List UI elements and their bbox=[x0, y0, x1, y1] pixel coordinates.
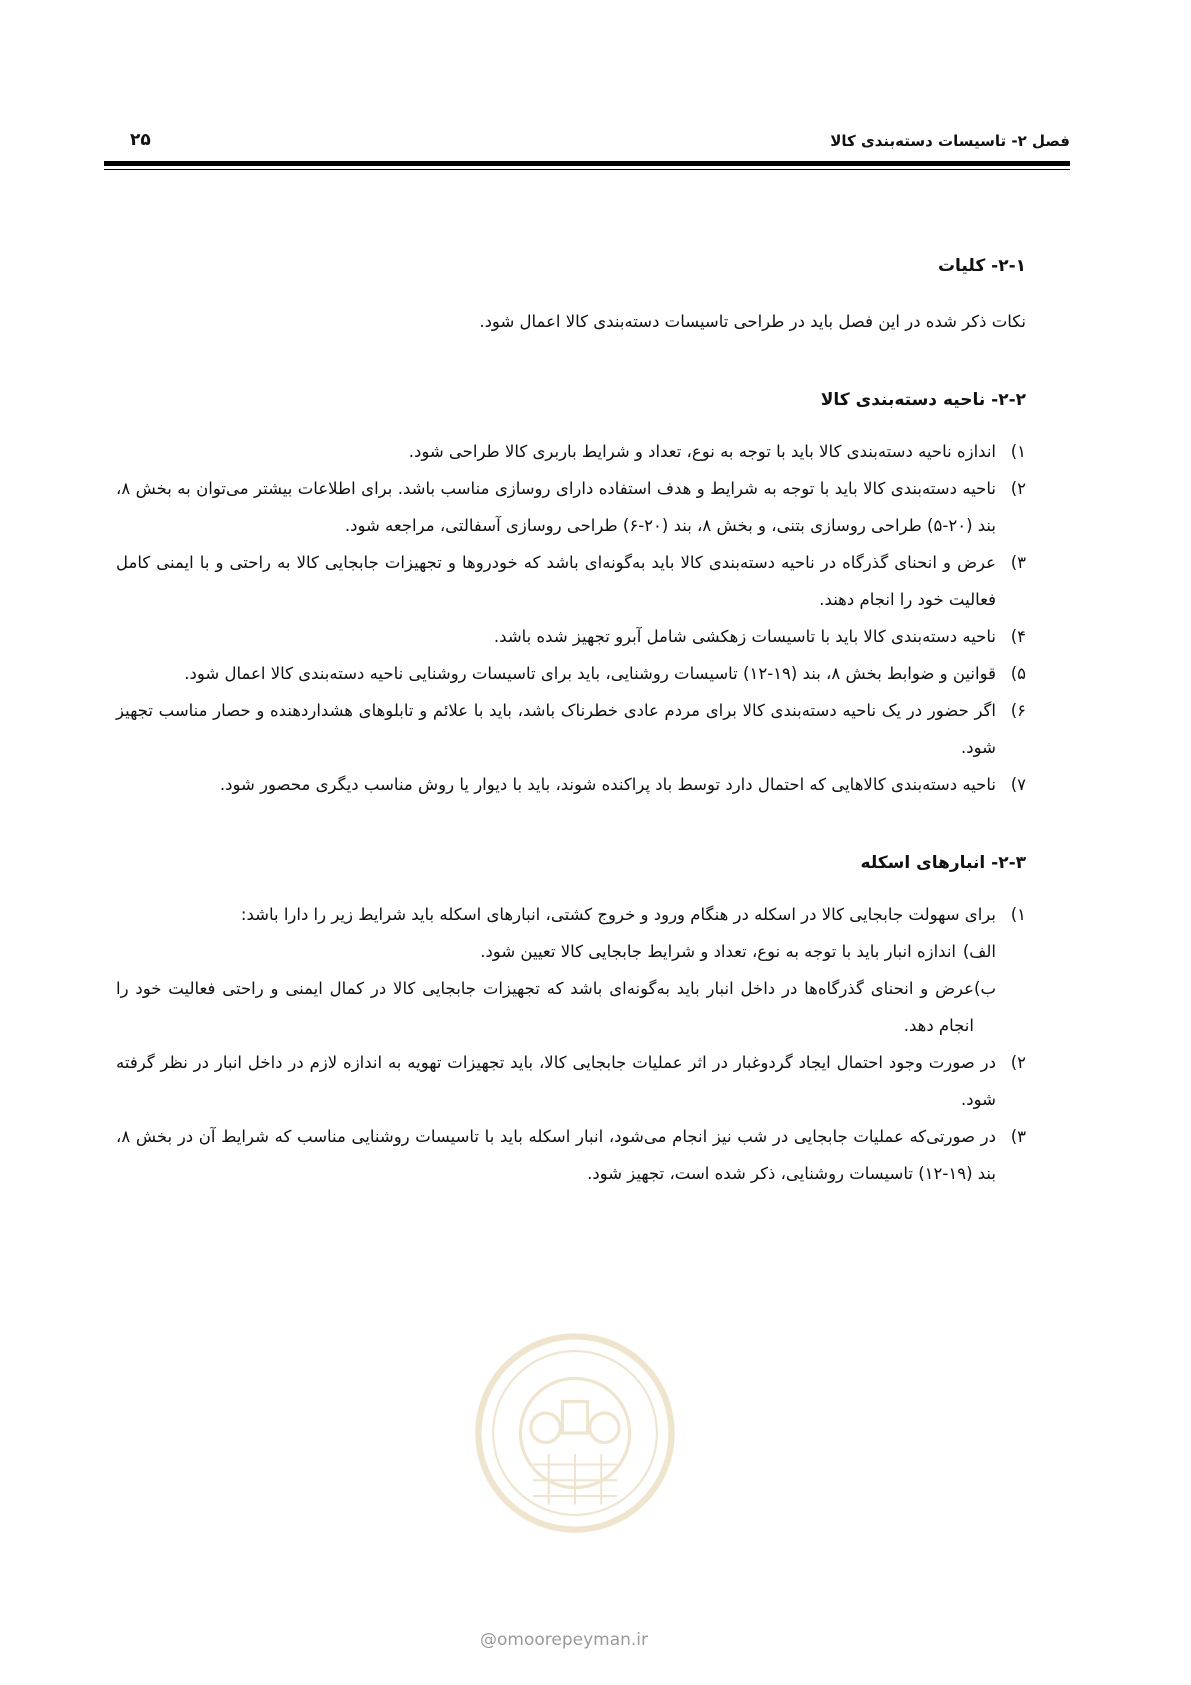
item-number: ۳) bbox=[1010, 1127, 1026, 1146]
item-number: ۴) bbox=[1010, 627, 1026, 646]
sub-item bbox=[116, 970, 996, 1044]
sorting-area-list bbox=[116, 433, 1026, 803]
sub-item-letter: ب) bbox=[974, 979, 996, 998]
list-item bbox=[116, 766, 1026, 803]
list-item bbox=[116, 433, 1026, 470]
item-text: برای سهولت جابجایی کالا در اسکله در هنگام ورود و خروج کشتی، انبارهای اسکله باید شرایط زیر را دارا باشد: bbox=[240, 905, 996, 924]
list-item bbox=[116, 655, 1026, 692]
item-text: اندازه ناحیه دسته‌بندی کالا باید با توجه به نوع، تعداد و شرایط باربری کالا طراحی شود. bbox=[408, 442, 996, 461]
header-rule-thick bbox=[104, 161, 1070, 166]
item-number: ۲) bbox=[1010, 479, 1026, 498]
chapter-title: فصل ۲- تاسیسات دسته‌بندی کالا bbox=[830, 132, 1070, 150]
list-item bbox=[116, 544, 1026, 618]
sub-item-text: عرض و انحنای گذرگاه‌ها در داخل انبار باید به‌گونه‌ای باشد که تجهیزات جابجایی کالا در کمال ایمنی و راحتی فعالیت خود را انجام دهد. bbox=[116, 979, 974, 1035]
item-number: ۱) bbox=[1010, 905, 1026, 924]
page-header bbox=[104, 128, 1070, 158]
section-heading-warehouses: ۲-۳- انبارهای اسکله bbox=[860, 853, 1026, 873]
item-text: ناحیه دسته‌بندی کالا باید با تاسیسات زهکشی شامل آبرو تجهیز شده باشد. bbox=[493, 627, 996, 646]
item-text: در صورت وجود احتمال ایجاد گردوغبار در اثر عملیات جابجایی کالا، باید تجهیزات تهویه به اندازه لازم در داخل انبار در نظر گرفته شود. bbox=[116, 1053, 996, 1109]
section-heading-general: ۲-۱- کلیات bbox=[937, 256, 1026, 276]
item-number: ۳) bbox=[1010, 553, 1026, 572]
section-paragraph-general: نکات ذکر شده در این فصل باید در طراحی تاسیسات دسته‌بندی کالا اعمال شود. bbox=[479, 312, 1026, 331]
item-number: ۶) bbox=[1010, 701, 1026, 720]
item-number: ۱) bbox=[1010, 442, 1026, 461]
list-item bbox=[116, 618, 1026, 655]
page-body bbox=[116, 248, 1026, 1192]
list-item bbox=[116, 1118, 1026, 1192]
page-number: ۲۵ bbox=[130, 130, 151, 150]
sub-item-letter: الف) bbox=[962, 942, 996, 961]
seal-watermark-icon bbox=[470, 1328, 680, 1538]
list-item bbox=[116, 692, 1026, 766]
item-text: قوانین و ضوابط بخش ۸، بند (۱۹-۱۲) تاسیسات روشنایی، باید برای تاسیسات روشنایی ناحیه دسته‌بندی کالا اعمال شود. bbox=[184, 664, 996, 683]
sub-item bbox=[116, 933, 996, 970]
list-item bbox=[116, 1044, 1026, 1118]
item-text: ناحیه دسته‌بندی کالا باید با توجه به شرایط و هدف استفاده دارای روسازی مناسب باشد. برای اطلاعات بیشتر می‌توان به بخش ۸، بند (۲۰-۵) طراحی روسازی بتنی، و بخش ۸، بند (۲۰-۶) طراحی روسازی آسفالتی، مراجعه شود. bbox=[116, 479, 996, 535]
warehouse-list bbox=[116, 896, 1026, 1192]
section-heading-sorting-area: ۲-۲- ناحیه دسته‌بندی کالا bbox=[820, 390, 1026, 410]
list-item bbox=[116, 896, 1026, 1044]
item-number: ۷) bbox=[1010, 775, 1026, 794]
list-item bbox=[116, 470, 1026, 544]
item-text: ناحیه دسته‌بندی کالاهایی که احتمال دارد توسط باد پراکنده شوند، باید با دیوار یا روش مناسب دیگری محصور شود. bbox=[219, 775, 996, 794]
item-text: عرض و انحنای گذرگاه در ناحیه دسته‌بندی کالا باید به‌گونه‌ای باشد که خودروها و تجهیزات جابجایی کالا به راحتی و با ایمنی کامل فعالیت خود را انجام دهند. bbox=[116, 553, 996, 609]
header-rule-thin bbox=[104, 169, 1070, 170]
item-text: اگر حضور در یک ناحیه دسته‌بندی کالا برای مردم عادی خطرناک باشد، باید با علائم و تابلوهای هشداردهنده و حصار مناسب تجهیز شود. bbox=[116, 701, 996, 757]
item-number: ۵) bbox=[1010, 664, 1026, 683]
item-number: ۲) bbox=[1010, 1053, 1026, 1072]
item-text: در صورتی‌که عملیات جابجایی در شب نیز انجام می‌شود، انبار اسکله باید با تاسیسات روشنایی مناسب که شرایط آن در بخش ۸، بند (۱۹-۱۲) تاسیسات روشنایی، ذکر شده است، تجهیز شود. bbox=[116, 1127, 996, 1183]
watermark-url: @omoorepeyman.ir bbox=[480, 1630, 649, 1650]
sub-item-text: اندازه انبار باید با توجه به نوع، تعداد و شرایط جابجایی کالا تعیین شود. bbox=[480, 942, 956, 961]
